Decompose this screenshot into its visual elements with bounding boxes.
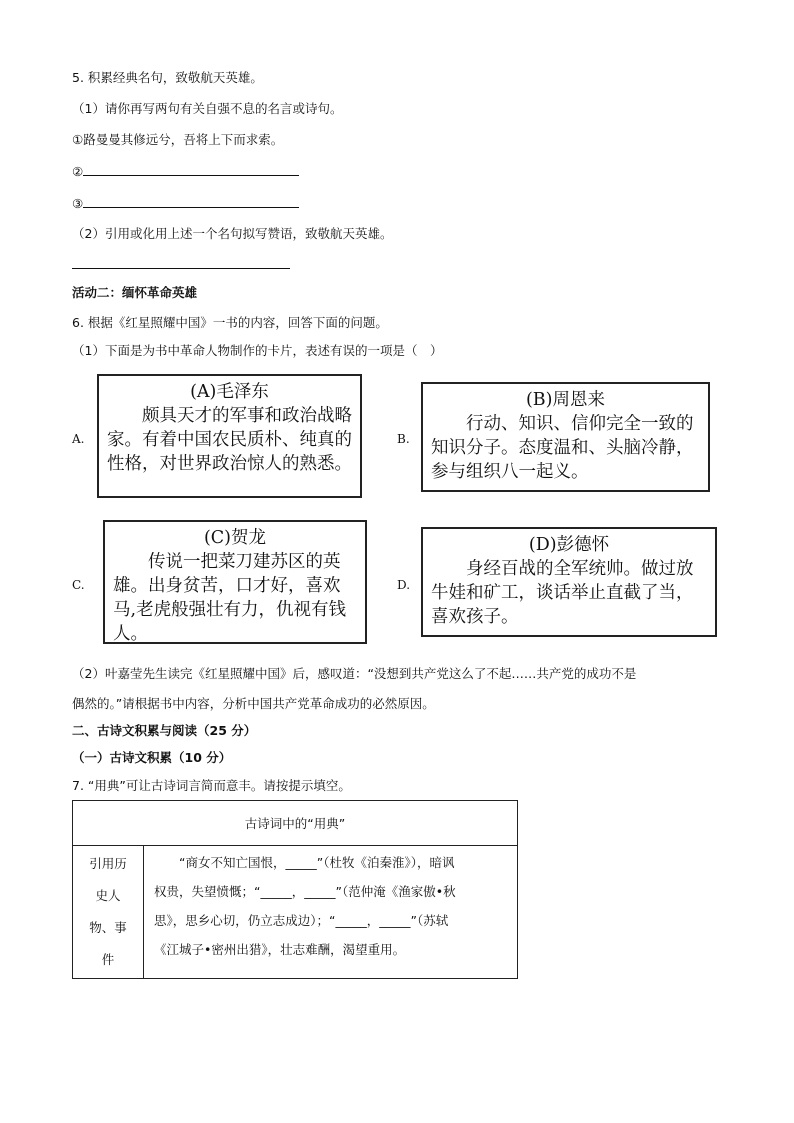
q6-sub2-line1: （2）叶嘉莹先生读完《红星照耀中国》后，感叹道：“没想到共产党这么了不起……共产党的成功不是 bbox=[72, 666, 637, 681]
content-line: 《江城子•密州出猎》，壮志难酬，渴望重用。 bbox=[154, 942, 406, 957]
option-a-title: (A)毛泽东 bbox=[190, 382, 269, 402]
option-c-body: 传说一把菜刀建苏区的英雄。出身贫苦，口才好，喜欢马,老虎般强壮有力，仇视有钱人。 bbox=[113, 552, 347, 644]
allusion-table-category bbox=[73, 846, 144, 979]
option-d-title: (D)彭德怀 bbox=[528, 535, 610, 555]
option-b-title: (B)周恩来 bbox=[525, 390, 605, 410]
option-c-title: (C)贺龙 bbox=[203, 528, 267, 548]
content-line: 思》，思乡心切，仍立志成边）；“_____，_____”（苏轼 bbox=[154, 913, 449, 928]
q6-sub1: （1）下面是为书中革命人物制作的卡片，表述有误的一项是（ ） bbox=[72, 343, 443, 358]
section2-1-heading: （一）古诗文积累（10 分） bbox=[72, 750, 232, 765]
option-c-letter[interactable]: C. bbox=[72, 578, 85, 592]
option-d-card[interactable] bbox=[421, 527, 717, 637]
option-c-card[interactable] bbox=[103, 520, 367, 644]
option-d-letter[interactable]: D. bbox=[397, 578, 411, 592]
option-a-letter[interactable]: A. bbox=[72, 432, 85, 446]
activity2-heading: 活动二：缅怀革命英雄 bbox=[72, 285, 198, 300]
category-line: 引用历 bbox=[89, 856, 127, 871]
option-b-body: 行动、知识、信仰完全一致的知识分子。态度温和、头脑冷静，参与组织八一起义。 bbox=[431, 414, 694, 482]
content-line: 权贵，失望愤慨；“_____，_____”（范仲淹《渔家傲•秋 bbox=[154, 884, 456, 899]
q5-answer-blank[interactable] bbox=[72, 268, 290, 269]
q5-item2 bbox=[72, 163, 299, 180]
q6-sub2-line2: 偶然的。”请根据书中内容，分析中国共产党革命成功的必然原因。 bbox=[72, 696, 435, 711]
section2-heading: 二、古诗文积累与阅读（25 分） bbox=[72, 723, 257, 738]
q7-stem: 7. “用典”可让古诗词言简而意丰。请按提示填空。 bbox=[72, 778, 351, 793]
q5-item3-blank[interactable] bbox=[83, 195, 299, 208]
category-line: 物、事 bbox=[89, 920, 127, 935]
allusion-table-content[interactable] bbox=[144, 846, 518, 979]
q6-stem: 6. 根据《红星照耀中国》一书的内容，回答下面的问题。 bbox=[72, 315, 388, 330]
option-a-card[interactable] bbox=[97, 374, 362, 498]
allusion-table bbox=[72, 800, 518, 979]
q5-item3 bbox=[72, 195, 299, 212]
category-line: 史人 bbox=[95, 888, 121, 903]
q5-stem: 5. 积累经典名句，致敬航天英雄。 bbox=[72, 70, 263, 85]
q5-item2-label: ② bbox=[72, 164, 84, 179]
q5-sub2: （2）引用或化用上述一个名句拟写赞语，致敬航天英雄。 bbox=[72, 226, 393, 241]
content-line: “商女不知亡国恨，_____”（杜牧《泊秦淮》），暗讽 bbox=[179, 855, 455, 870]
option-b-letter[interactable]: B. bbox=[397, 432, 410, 446]
q5-item1: ①路曼曼其修远兮，吾将上下而求索。 bbox=[72, 132, 284, 147]
option-a-body: 颇具天才的军事和政治战略家。有着中国农民质朴、纯真的性格，对世界政治惊人的熟悉。 bbox=[107, 406, 352, 474]
option-d-body: 身经百战的全军统帅。做过放牛娃和矿工，谈话举止直截了当，喜欢孩子。 bbox=[431, 559, 694, 627]
q5-item2-blank[interactable] bbox=[83, 163, 299, 176]
q5-item3-label: ③ bbox=[72, 196, 84, 211]
allusion-table-title: 古诗词中的“用典” bbox=[73, 801, 518, 846]
option-b-card[interactable] bbox=[421, 382, 710, 492]
q5-sub1: （1）请你再写两句有关自强不息的名言或诗句。 bbox=[72, 101, 343, 116]
category-line: 件 bbox=[101, 952, 115, 967]
